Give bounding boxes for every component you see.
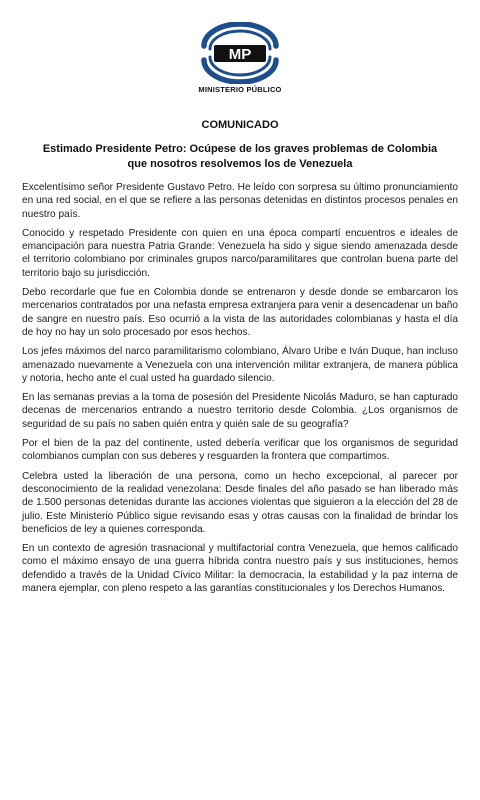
institution-name: MINISTERIO PÚBLICO	[198, 85, 282, 94]
paragraph: Los jefes máximos del narco paramilitarismo colombiano, Álvaro Uribe e Iván Duque, han incluso amenazado nuevamente a Venezuela con una intervención militar extranjera, de manera pública y notoria, hecho ante el cual usted ha guardado silencio.	[22, 346, 458, 384]
paragraph: Excelentísimo señor Presidente Gustavo Petro. He leído con sorpresa su último pronunciamiento en una red social, en el que se refiere a las personas detenidas en distintos procesos penales en nuestro país.	[22, 182, 458, 220]
paragraph: Por el bien de la paz del continente, usted debería verificar que los organismos de seguridad colombianos cumplan con sus deberes y resguarden la frontera que compartimos.	[22, 438, 458, 463]
paragraph: Conocido y respetado Presidente con quien en una época compartí encuentros e ideales de emancipación para nuestra Patria Grande: Venezuela ha sido y sigue siendo amenazada desde el territorio colombiano por criminales grupos narco/paramilitares que controlan buena parte del territorio bajo su jurisdicción.	[22, 227, 458, 279]
document-subtitle: Estimado Presidente Petro: Ocúpese de los graves problemas de Colombia que nosotros resolvemos los de Venezuela	[42, 143, 438, 170]
document-heading: COMUNICADO	[201, 119, 279, 131]
paragraph: Celebra usted la liberación de una persona, como un hecho excepcional, al parecer por desconocimiento de la realidad venezolana: Desde finales del año pasado se han liberado más de 1.500 personas detenidas durante las acciones violentas que siguieron a la elección del 28 de julio. Este Ministerio Público sigue revisando esas y otras causas con la finalidad de brindar los beneficios de ley a quienes corresponda.	[22, 470, 458, 535]
paragraph: En un contexto de agresión trasnacional y multifactorial contra Venezuela, que hemos calificado como el máximo ensayo de una guerra híbrida contra nuestro país y sus instituciones, hemos defendido a través de la Unidad Cívico Militar: la democracia, la estabilidad y la paz interna de manera ejemplar, con pleno respeto a las garantías constitucionales y los Derechos Humanos.	[22, 543, 458, 595]
ministerio-publico-logo	[0, 22, 480, 94]
paragraph: En las semanas previas a la toma de posesión del Presidente Nicolás Maduro, se han capturado decenas de mercenarios entrando a nuestro territorio desde Colombia. ¿Los organismos de seguridad de su país no saben quién entra y quién sale de su geografía?	[22, 392, 458, 430]
document-body	[22, 181, 458, 601]
paragraph: Debo recordarle que fue en Colombia donde se entrenaron y desde donde se embarcaron los mercenarios contratados por una nefasta empresa extranjera para venir a desencadenar un baño de sangre en nuestro país. Eso ocurrió a la vista de las autoridades colombianas y hasta el día de hoy no hay un solo procesado por esos hechos.	[22, 287, 458, 338]
logo-monogram: MP	[228, 46, 252, 63]
mp-emblem-icon	[196, 22, 284, 84]
